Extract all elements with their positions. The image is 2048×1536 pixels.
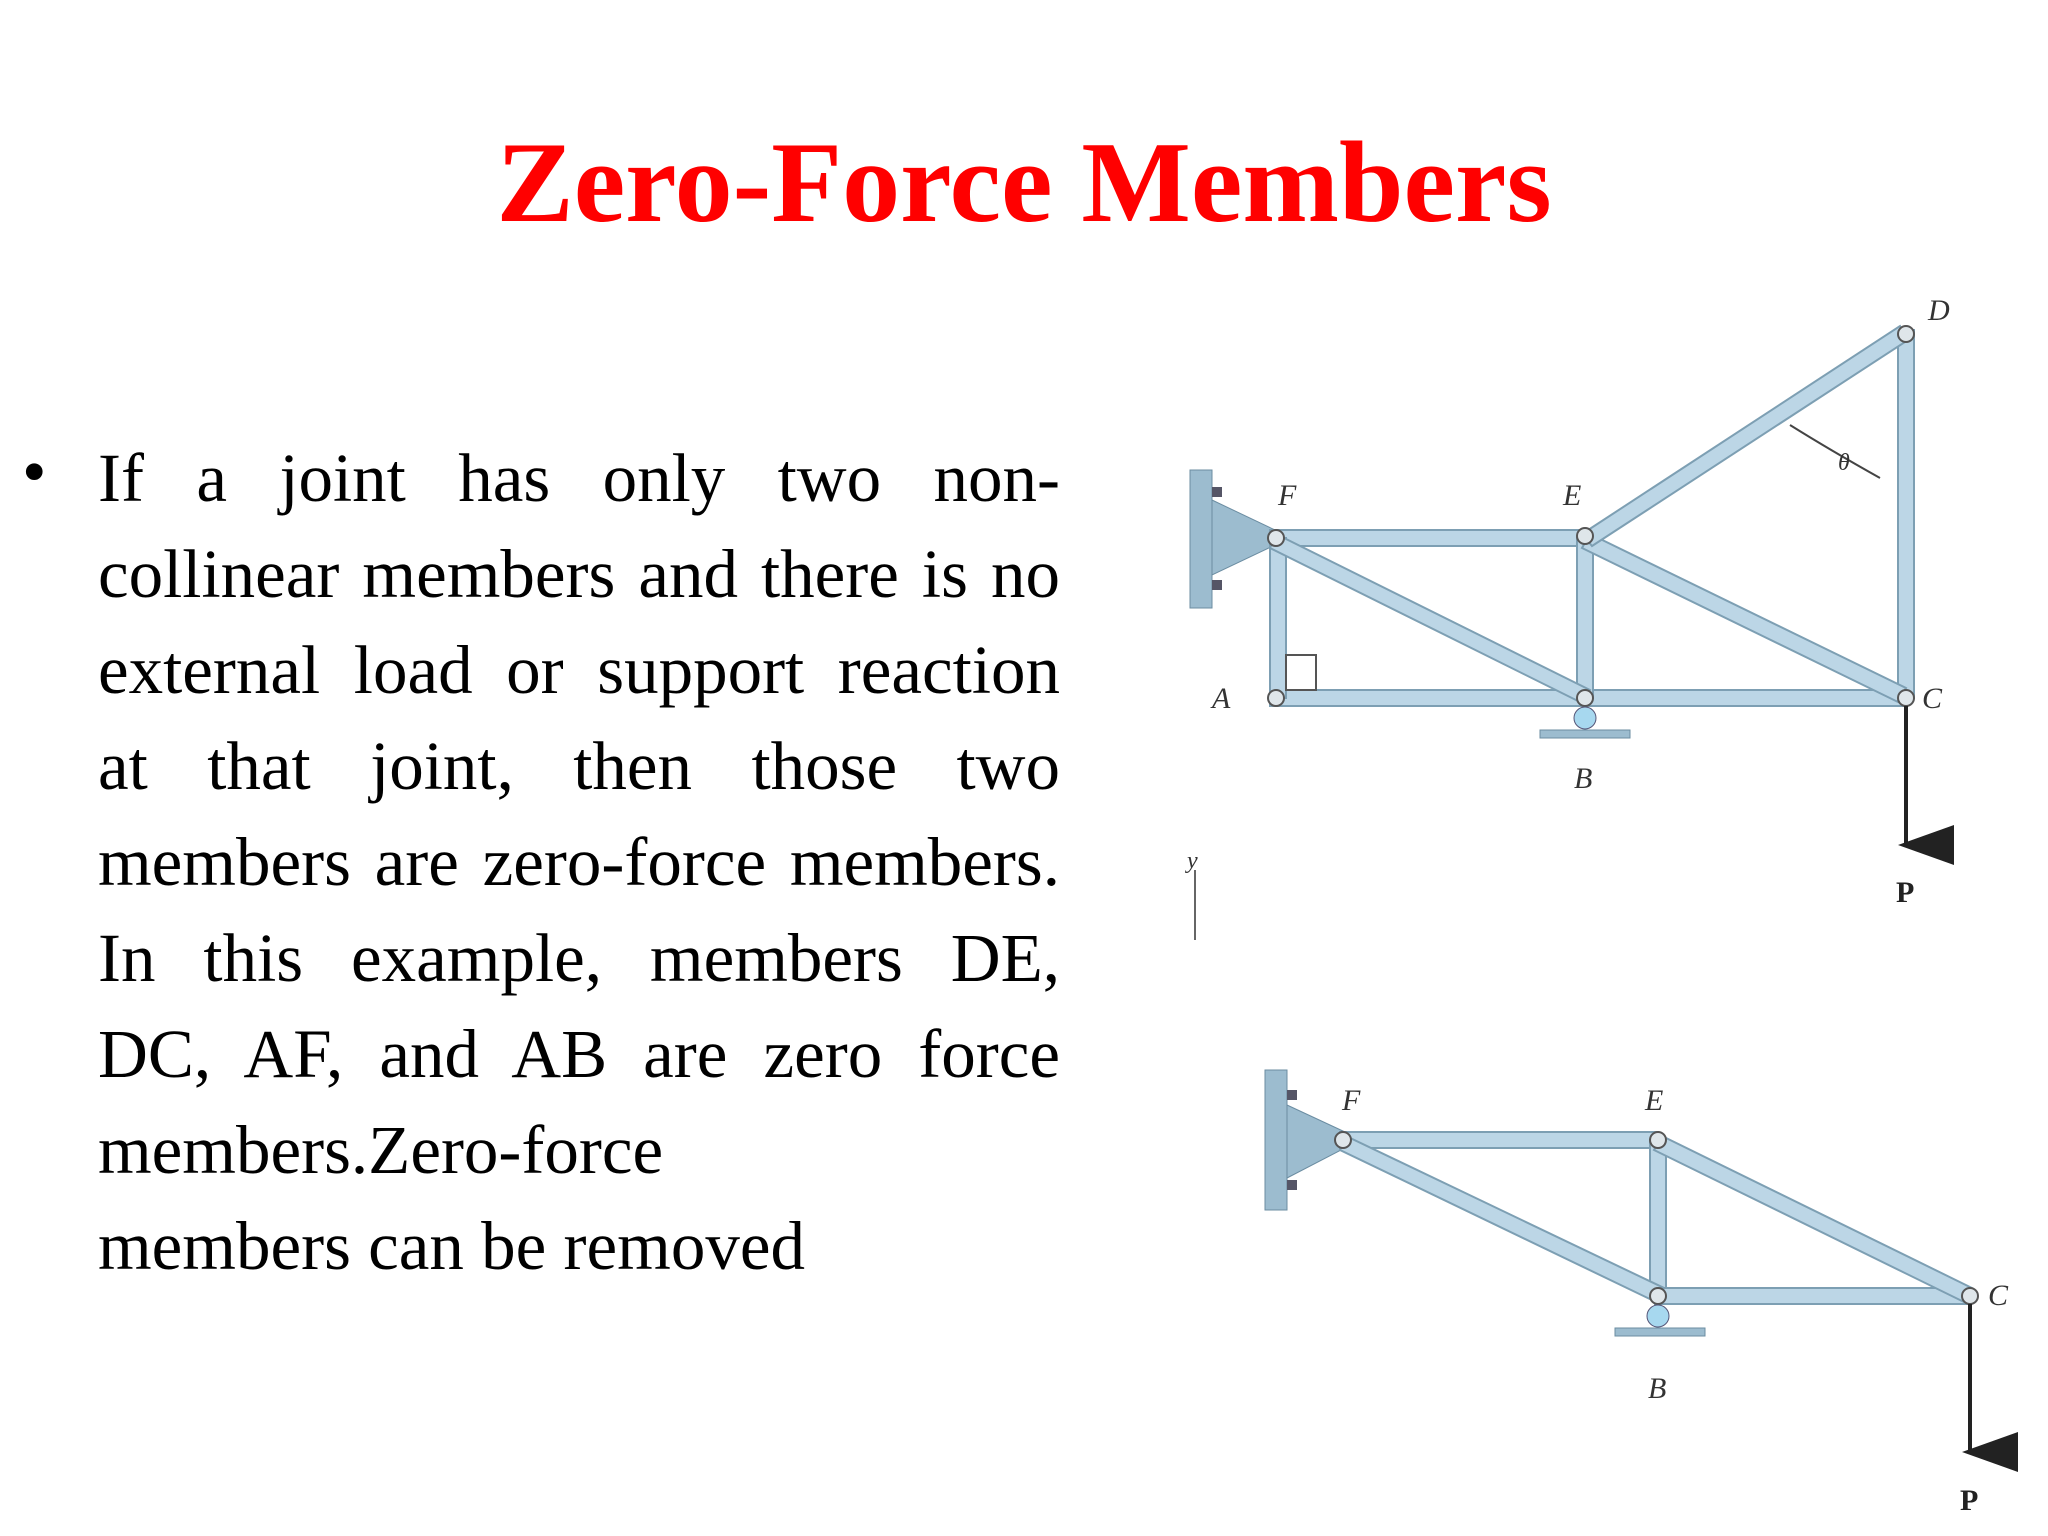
label-A-top: A [1212,682,1231,715]
bullet-last-line: members can be removed [98,1208,805,1284]
label-C-top: C [1922,682,1943,715]
member-BC-reduced [1655,1288,1970,1304]
label-E-bottom: E [1645,1084,1664,1117]
bullet-body: If a joint has only two non-collinear members and there is no external load or support reaction at that joint, then those two members are zero-force members. In this example, members DE, DC, AF, and AB are zero force members.Zero-force [98,440,1060,1188]
wall-support-bottom [1265,1070,1345,1210]
label-D-top: D [1928,294,1950,327]
label-P-top: P [1896,876,1915,909]
label-B-bottom: B [1648,1372,1667,1405]
member-EB-reduced [1650,1140,1666,1298]
label-B-top: B [1574,762,1593,795]
member-FE-reduced [1340,1132,1658,1148]
label-E-top: E [1563,479,1582,512]
label-theta: θ [1838,450,1850,476]
slide-title: Zero-Force Members [496,119,1552,247]
roller-support-bottom [1615,1305,1705,1336]
member-FB-reduced [1340,1136,1664,1302]
bullet-marker: • [22,434,47,511]
label-P-bottom: P [1960,1484,1979,1517]
truss-members-bottom [1340,1132,1972,1304]
label-F-bottom: F [1342,1084,1361,1117]
label-C-bottom: C [1988,1279,2009,1312]
label-F-top: F [1278,479,1297,512]
member-EC-reduced [1654,1136,1972,1302]
label-y: y [1187,848,1198,874]
